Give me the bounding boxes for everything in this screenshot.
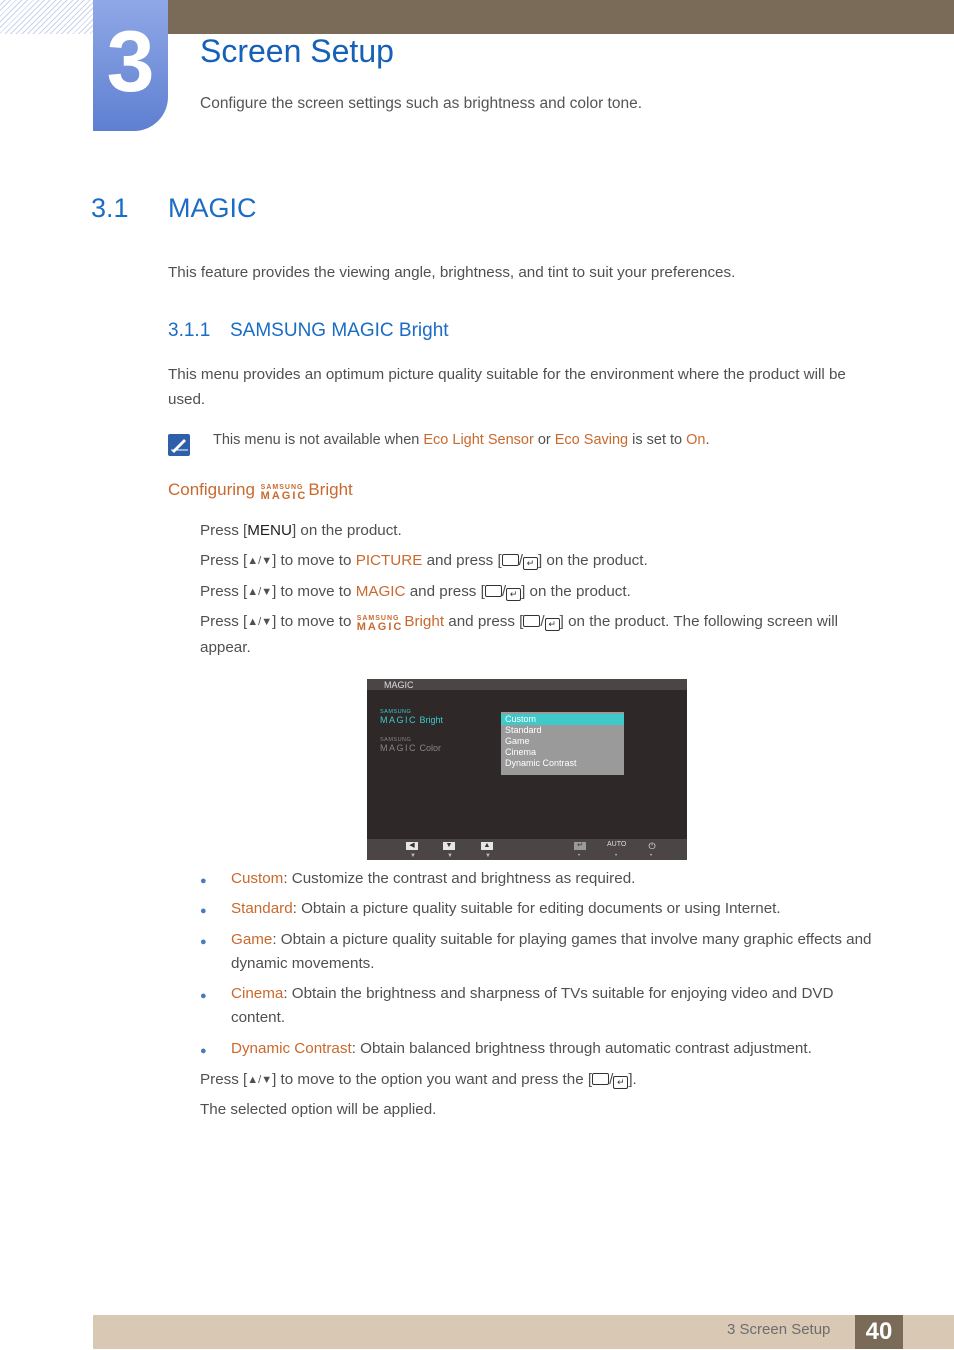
- note-mid2: is set to: [628, 432, 687, 448]
- section-intro: This feature provides the viewing angle, brightness, and tint to suit your preferences.: [168, 264, 736, 281]
- osd-option-custom[interactable]: Custom: [501, 714, 624, 725]
- left-arrow-icon[interactable]: ◀: [406, 842, 418, 850]
- step-6: The selected option will be applied.: [200, 1101, 437, 1118]
- step-2: Press [▲/▼] to move to PICTURE and press [ / ↵ ] on the product.: [200, 548, 648, 574]
- section-title: MAGIC: [168, 193, 257, 223]
- menu-key-label: MENU: [247, 522, 292, 539]
- indicator-dot: ▼: [485, 853, 491, 859]
- subsection-title: SAMSUNG MAGIC Bright: [230, 320, 449, 341]
- bullet-icon: ●: [200, 1045, 207, 1057]
- step-3: Press [▲/▼] to move to MAGIC and press [ / ↵ ] on the product.: [200, 579, 631, 605]
- osd-options-menu: [501, 712, 624, 775]
- osd-title: MAGIC: [384, 680, 414, 690]
- bullet-icon: ●: [200, 905, 207, 917]
- osd-button-bar: [367, 839, 687, 860]
- indicator-dot: ▼: [447, 853, 453, 859]
- down-arrow-icon[interactable]: ▼: [443, 842, 455, 850]
- section-number: 3.1: [91, 193, 129, 223]
- header-bar: [168, 0, 954, 34]
- configuring-heading: [168, 480, 353, 502]
- list-item: Dynamic Contrast: Obtain balanced brightness through automatic contrast adjustment.: [231, 1040, 812, 1057]
- note-text: [213, 432, 710, 448]
- osd-magic-screen: [367, 679, 687, 860]
- enter-icon: ↵: [506, 588, 521, 601]
- osd-option-dynamic-contrast[interactable]: Dynamic Contrast: [505, 758, 577, 768]
- step-4: Press [▲/▼] to move to SAMSUNG MAGIC Bright and press [ / ↵ ] on the product. The following screen will appear.: [200, 609, 900, 660]
- square-button-icon: [523, 615, 540, 627]
- note-end: .: [705, 432, 710, 448]
- osd-option-standard[interactable]: Standard: [505, 725, 542, 735]
- list-item: Custom: Customize the contrast and brightness as required.: [231, 870, 636, 887]
- up-down-arrow-icon: ▲/▼: [247, 616, 273, 628]
- step-4-target: Bright: [404, 613, 445, 630]
- up-arrow-icon[interactable]: ▲: [481, 842, 493, 850]
- note-term-eco-light-sensor: Eco Light Sensor: [423, 432, 534, 448]
- header-hatch-decoration: [0, 0, 93, 34]
- osd-item-magic-bright[interactable]: SAMSUNG MAGIC Bright: [380, 709, 444, 725]
- step-5: Press [▲/▼] to move to the option you want and press the [ / ↵ ].: [200, 1067, 637, 1093]
- enter-icon[interactable]: ↵: [574, 842, 586, 850]
- up-down-arrow-icon: ▲/▼: [247, 586, 273, 598]
- subsection-intro: This menu provides an optimum picture quality suitable for the environment where the product will be used.: [168, 366, 846, 408]
- square-button-icon: [592, 1073, 609, 1085]
- up-down-arrow-icon: ▲/▼: [247, 1074, 273, 1086]
- step-3-target: MAGIC: [355, 583, 406, 600]
- note-mid: or: [533, 432, 555, 448]
- samsung-magic-logo: SAMSUNG MAGIC: [260, 484, 308, 502]
- step-2-target: PICTURE: [355, 552, 423, 569]
- osd-item-magic-color[interactable]: SAMSUNG MAGIC Color: [380, 737, 442, 753]
- step-1: Press [MENU] on the product.: [200, 522, 402, 539]
- bullet-icon: ●: [200, 990, 207, 1002]
- note-term-on: On: [686, 432, 706, 448]
- auto-label[interactable]: AUTO: [607, 841, 627, 848]
- list-item: Game: Obtain a picture quality suitable for playing games that involve many graphic effects and dynamic movements.: [231, 931, 872, 972]
- indicator-dot: •: [578, 853, 581, 859]
- chapter-number-badge: 3: [93, 0, 168, 131]
- enter-icon: ↵: [523, 557, 538, 570]
- config-prefix: Configuring: [168, 480, 260, 499]
- enter-icon: ↵: [545, 618, 560, 631]
- chapter-title: Screen Setup: [200, 33, 394, 69]
- osd-title-bar: [367, 679, 687, 690]
- chapter-subtitle: Configure the screen settings such as brightness and color tone.: [200, 95, 643, 112]
- indicator-dot: ▼: [410, 853, 416, 859]
- bullet-icon: ●: [200, 936, 207, 948]
- note-term-eco-saving: Eco Saving: [554, 432, 629, 448]
- up-down-arrow-icon: ▲/▼: [247, 555, 273, 567]
- note-pencil-icon: [168, 434, 190, 456]
- enter-icon: ↵: [613, 1076, 628, 1089]
- config-suffix: Bright: [308, 480, 353, 499]
- footer-chapter-label: 3 Screen Setup: [727, 1321, 831, 1338]
- square-button-icon: [502, 554, 519, 566]
- square-button-icon: [485, 585, 502, 597]
- note-prefix: This menu is not available when: [213, 432, 424, 448]
- bullet-icon: ●: [200, 875, 207, 887]
- subsection-number: 3.1.1: [168, 320, 211, 341]
- indicator-dot: •: [650, 853, 653, 859]
- list-item: Standard: Obtain a picture quality suitable for editing documents or using Internet.: [231, 900, 781, 917]
- osd-option-game[interactable]: Game: [505, 736, 530, 746]
- page-number: 40: [855, 1315, 903, 1349]
- list-item: Cinema: Obtain the brightness and sharpness of TVs suitable for enjoying video and DVD content.: [231, 985, 834, 1026]
- power-icon[interactable]: ⏻: [648, 841, 656, 851]
- osd-option-cinema[interactable]: Cinema: [505, 747, 537, 757]
- samsung-magic-logo: SAMSUNG MAGIC: [356, 615, 404, 633]
- indicator-dot: •: [615, 853, 618, 859]
